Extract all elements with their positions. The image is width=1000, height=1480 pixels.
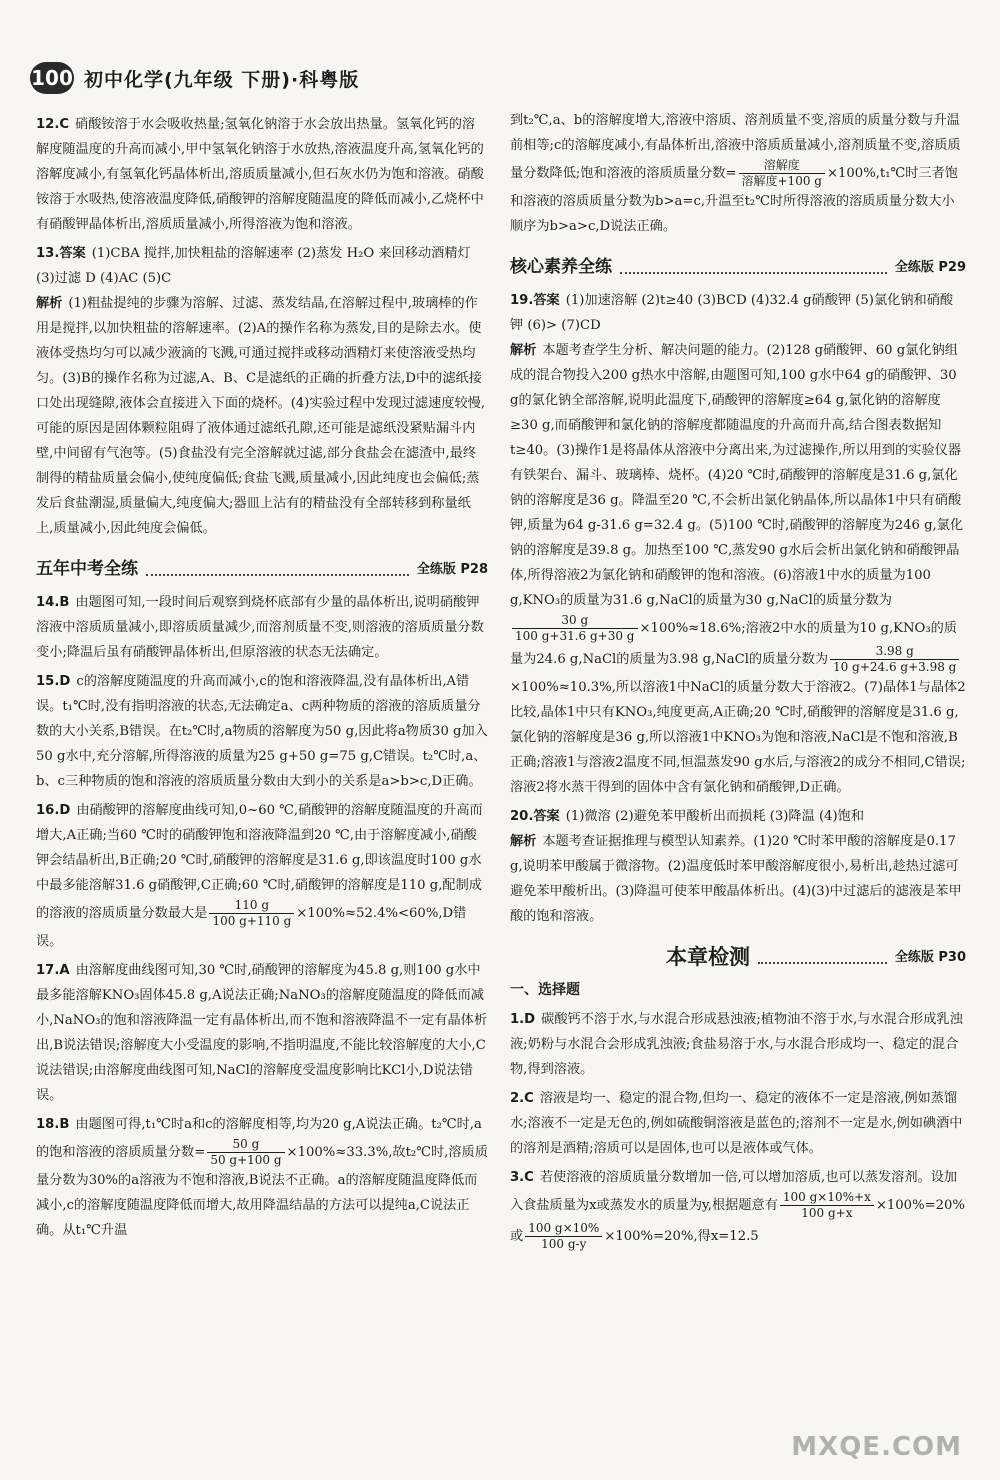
- book-title: 初中化学(九年级 下册)·科粤版: [84, 68, 360, 91]
- denominator: 100 g+x: [801, 1206, 853, 1220]
- chapter-title: 本章检测: [666, 945, 750, 969]
- right-column: [510, 108, 966, 1256]
- explanation-text: 本题考查学生分析、解决问题的能力。(2)128 g硝酸钾、60 g氯化钠组成的混合物投入200 g热水中溶解,由题图可知,100 g水中64 g的硝酸钾、30 g的氯化钠全部溶解,说明此温度下,硝酸钾的溶解度≥64 g,氯化钠的溶解度≥30 g,而硝酸钾和氯化钠的溶解度都随温度的升高而升高,结合图表数据知t≥40。(3)操作1是将晶体从溶液中分离出来,为过滤操作,所以用到的实验仪器有铁架台、漏斗、玻璃棒、烧杯。(4)20 ℃时,硝酸钾的溶解度是31.6 g,氯化钠的溶解度是36 g。降温至20 ℃,不会析出氯化钠晶体,所以晶体1中只有硝酸钾,质量为64 g-31.6 g=32.4 g。(5)100 ℃时,硝酸钾的溶解度为246 g,氯化钠的溶解度是39.8 g。加热至100 ℃,蒸发90 g水后会析出氯化钠和硝酸钾晶体,所得溶液2为氯化钠和硝酸钾的饱和溶液。(6)溶液1中水的质量为100 g,KNO₃的质量为31.6 g,NaCl的质量为30 g,NaCl的质量分数为: [510, 343, 964, 608]
- question-18-continued: [510, 108, 966, 239]
- explanation-text: 若使溶液的溶质质量分数增加一倍,可以增加溶质,也可以蒸发溶剂。设加入食盐质量为x或蒸发水的质量为y,根据题意有: [510, 1170, 958, 1213]
- section-header: [510, 255, 966, 280]
- fraction: [739, 158, 825, 189]
- dotted-leader: [758, 952, 887, 964]
- answer-text: (1)微溶 (2)避免苯甲酸析出而损耗 (3)降温 (4)饱和: [565, 809, 865, 824]
- numerator: 100 g×10%: [525, 1221, 602, 1237]
- section-page-ref: 全练版 P28: [416, 562, 488, 577]
- analysis-label: 解析: [36, 296, 63, 311]
- explanation-text-cont: ×100%=20%或: [510, 1198, 965, 1244]
- question-12: [36, 112, 488, 237]
- fraction: [209, 898, 294, 929]
- question-number: 17.A: [36, 963, 70, 978]
- explanation-text: 碳酸钙不溶于水,与水混合形成悬浊液;植物油不溶于水,与水混合形成乳浊液;奶粉与水混合会形成乳浊液;食盐易溶于水,与水混合形成均一、稳定的混合物,得到溶液。: [510, 1012, 963, 1077]
- explanation-text-cont: ×100%≈33.3%,故t₂℃时,溶质质量分数为30%的a溶液为不饱和溶液,B说法不正确。a的溶解度随温度降低而减小,c的溶解度随温度降低而增大,故用降温结晶的方法可以提纯a,C说法正确。从t₁℃升温: [36, 1145, 488, 1238]
- page-number: 100: [30, 62, 74, 94]
- analysis-label: 解析: [510, 834, 537, 849]
- fraction: [207, 1137, 284, 1168]
- check-question-1: [510, 1007, 966, 1082]
- fraction: [830, 644, 959, 675]
- explanation-text: 到t₂℃,a、b的溶解度增大,溶液中溶质、溶剂质量不变,溶质的质量分数与升温前相等;c的溶解度减小,有晶体析出,溶液中溶质质量减小,溶剂质量不变,溶质质量分数降低;饱和溶液的溶质质量分数=: [510, 113, 961, 181]
- watermark: MXQE.COM: [791, 1432, 962, 1462]
- question-number: 14.B: [36, 595, 70, 610]
- question-13: [36, 241, 488, 541]
- explanation-text: 由硝酸钾的溶解度曲线可知,0~60 ℃,硝酸钾的溶解度随温度的升高而增大,A正确;当60 ℃时的硝酸钾饱和溶液降温到20 ℃,由于溶解度减小,硝酸钾会结晶析出,B正确;20 ℃时,硝酸钾的溶解度是31.6 g,即该温度时100 g水中最多能溶解31.6 g硝酸钾,C正确;60 ℃时,硝酸钾的溶解度是110 g,配制成的溶液的溶质质量分数最大是: [36, 803, 483, 921]
- left-column: [36, 108, 488, 1247]
- answer-text: (1)加速溶解 (2)t≥40 (3)BCD (4)32.4 g硝酸钾 (5)氯化钠和硝酸钾 (6)> (7)CD: [510, 293, 954, 333]
- subsection-title: 一、选择题: [510, 982, 580, 998]
- question-number: 18.B: [36, 1117, 70, 1132]
- dotted-leader: [620, 262, 887, 274]
- explanation-text-cont: ×100%,t₁℃时三者饱和溶液的溶质质量分数为b>a=c,升温至t₂℃时所得溶液的溶质质量分数大小顺序为b>a>c,D说法正确。: [510, 166, 958, 234]
- question-20: [510, 804, 966, 929]
- explanation-text: 本题考查证据推理与模型认知素养。(1)20 ℃时苯甲酸的溶解度是0.17 g,说明苯甲酸属于微溶物。(2)温度低时苯甲酸溶解度很小,易析出,趁热过滤可避免苯甲酸析出。(3)降温可使苯甲酸晶体析出。(4)(3)中过滤后的滤液是苯甲酸的饱和溶液。: [510, 834, 962, 924]
- dotted-leader: [518, 953, 658, 963]
- question-number: 12.C: [36, 117, 70, 132]
- question-18: [36, 1112, 488, 1243]
- question-number: 3.C: [510, 1170, 534, 1185]
- question-15: [36, 669, 488, 794]
- question-14: [36, 590, 488, 665]
- explanation-text-cont: ×100%≈18.6%;溶液2中水的质量为10 g,KNO₃的质量为24.6 g,NaCl的质量为3.98 g,NaCl的质量分数为: [510, 621, 957, 667]
- question-number: 2.C: [510, 1091, 534, 1106]
- question-19: [510, 288, 966, 800]
- question-17: [36, 958, 488, 1108]
- numerator: 30 g: [512, 613, 638, 629]
- numerator: 100 g×10%+x: [780, 1190, 874, 1206]
- denominator: 100 g+110 g: [212, 914, 292, 928]
- section-header: [36, 557, 488, 582]
- question-number: 16.D: [36, 803, 71, 818]
- denominator: 50 g+100 g: [210, 1153, 282, 1167]
- question-number: 13.答案: [36, 246, 86, 261]
- section-title: 五年中考全练: [36, 559, 138, 579]
- explanation-text-cont: ×100%≈10.3%,所以溶液1中NaCl的质量分数大于溶液2。(7)晶体1与晶体2比较,晶体1中只有KNO₃,纯度更高,A正确;20 ℃时,硝酸钾的溶解度是31.6 g,氯化钠的溶解度是36 g,所以溶液1中KNO₃为饱和溶液,NaCl是不饱和溶液,B正确;溶液1与溶液2温度不同,恒温蒸发90 g水后,与溶液2的成分不相同,C错误;溶液2将水蒸干得到的固体中含有氯化钠和硝酸钾,D正确。: [510, 680, 966, 795]
- fraction: [780, 1190, 874, 1221]
- denominator: 10 g+24.6 g+3.98 g: [833, 660, 957, 674]
- denominator: 100 g+31.6 g+30 g: [515, 629, 635, 643]
- answer-text: (1)CBA 搅拌,加快粗盐的溶解速率 (2)蒸发 H₂O 来回移动酒精灯 (3)过滤 D (4)AC (5)C: [36, 246, 471, 286]
- explanation-text: (1)粗盐提纯的步骤为溶解、过滤、蒸发结晶,在溶解过程中,玻璃棒的作用是搅拌,以加快粗盐的溶解速率。(2)A的操作名称为蒸发,目的是除去水。使液体受热均匀可以减少液滴的飞溅,可通过搅拌或移动酒精灯来使溶液受热均匀。(3)B的操作名称为过滤,A、B、C是滤纸的正确的折叠方法,D中的滤纸接口处出现缝隙,液体会直接进入下面的烧杯。(4)实验过程中发现过滤速度较慢,可能的原因是固体颗粒阻碍了液体通过滤纸孔隙,还可能是滤纸没紧贴漏斗内壁,中间留有气泡等。(5)食盐没有完全溶解就过滤,部分食盐会在滤渣中,最终制得的精盐质量会偏小,使纯度偏低;食盐飞溅,质量减小,因此纯度也会偏低;蒸发后食盐潮湿,质量偏大,纯度偏大;器皿上沾有的精盐没有全部转移到称量纸上,质量减小,因此纯度会偏低。: [36, 296, 486, 536]
- analysis-label: 解析: [510, 343, 537, 358]
- question-number: 20.答案: [510, 809, 560, 824]
- question-number: 15.D: [36, 674, 71, 689]
- explanation-text-cont: ×100%≈52.4%<60%,D错误。: [36, 906, 467, 949]
- chapter-page-ref: 全练版 P30: [894, 950, 966, 965]
- question-16: [36, 798, 488, 954]
- question-number: 19.答案: [510, 293, 560, 308]
- fraction: [512, 613, 638, 644]
- page-header: [30, 62, 359, 94]
- section-title: 核心素养全练: [510, 257, 612, 277]
- numerator: 110 g: [209, 898, 294, 914]
- check-question-2: [510, 1086, 966, 1161]
- question-number: 1.D: [510, 1012, 536, 1027]
- check-question-3: [510, 1165, 966, 1252]
- explanation-text: 硝酸铵溶于水会吸收热量;氢氧化钠溶于水会放出热量。氢氧化钙的溶解度随温度的升高而减小,甲中氢氧化钠溶于水放热,溶液温度升高,氢氧化钙的溶解度减小,有氢氧化钙晶体析出,溶质质量减小,但石灰水仍为饱和溶液。硝酸铵溶于水吸热,使溶液温度降低,硝酸钾的溶解度随温度的降低而减小,乙烧杯中有硝酸钾晶体析出,溶质质量减小,所得溶液为饱和溶液。: [36, 117, 484, 232]
- explanation-text: 由题图可得,t₁℃时a和c的溶解度相等,均为20 g,A说法正确。t₂℃时,a的饱和溶液的溶质质量分数=: [36, 1117, 482, 1160]
- fraction: [525, 1221, 602, 1252]
- chapter-header: [510, 945, 966, 970]
- explanation-text: 由题图可知,一段时间后观察到烧杯底部有少量的晶体析出,说明硝酸钾溶液中溶质质量减小,即溶质质量减少,而溶剂质量不变,则溶液的溶质质量分数变小;降温后虽有硝酸钾晶体析出,但原溶液的状态无法确定。: [36, 595, 484, 660]
- denominator: 100 g-y: [541, 1237, 587, 1251]
- explanation-text: c的溶解度随温度的升高而减小,c的饱和溶液降温,没有晶体析出,A错误。t₁℃时,没有指明溶液的状态,无法确定a、c两种物质的溶液的溶质质量分数的大小关系,B错误。在t₂℃时,a物质的溶解度为50 g,因此将a物质30 g加入50 g水中,充分溶解,所得溶液的质量为25 g+50 g=75 g,C错误。t₂℃时,a、b、c三种物质的饱和溶液的溶质质量分数由大到小的关系是a>b>c,D正确。: [36, 674, 488, 789]
- explanation-text: 溶液是均一、稳定的混合物,但均一、稳定的液体不一定是溶液,例如蒸馏水;溶液不一定是无色的,例如硫酸铜溶液是蓝色的;溶剂不一定是水,例如碘酒中的溶剂是酒精;溶质可以是固体,也可以是液体或气体。: [510, 1091, 963, 1156]
- numerator: 溶解度: [739, 158, 825, 174]
- explanation-text: 由溶解度曲线图可知,30 ℃时,硝酸钾的溶解度为45.8 g,则100 g水中最多能溶解KNO₃固体45.8 g,A说法正确;NaNO₃的溶解度随温度的降低而减小,NaNO₃的饱和溶液降温一定有晶体析出,而不饱和溶液降温不一定有晶体析出,B说法错误;溶解度大小受温度的影响,不指明温度,不能比较溶解度的大小,C说法错误;由溶解度曲线图可知,NaCl的溶解度受温度影响比KCl小,D说法错误。: [36, 963, 488, 1103]
- denominator: 溶解度+100 g: [741, 174, 822, 188]
- section-page-ref: 全练版 P29: [894, 260, 966, 275]
- explanation-text-cont: ×100%=20%,得x=12.5: [604, 1229, 759, 1244]
- numerator: 50 g: [207, 1137, 284, 1153]
- dotted-leader: [146, 564, 409, 576]
- numerator: 3.98 g: [830, 644, 959, 660]
